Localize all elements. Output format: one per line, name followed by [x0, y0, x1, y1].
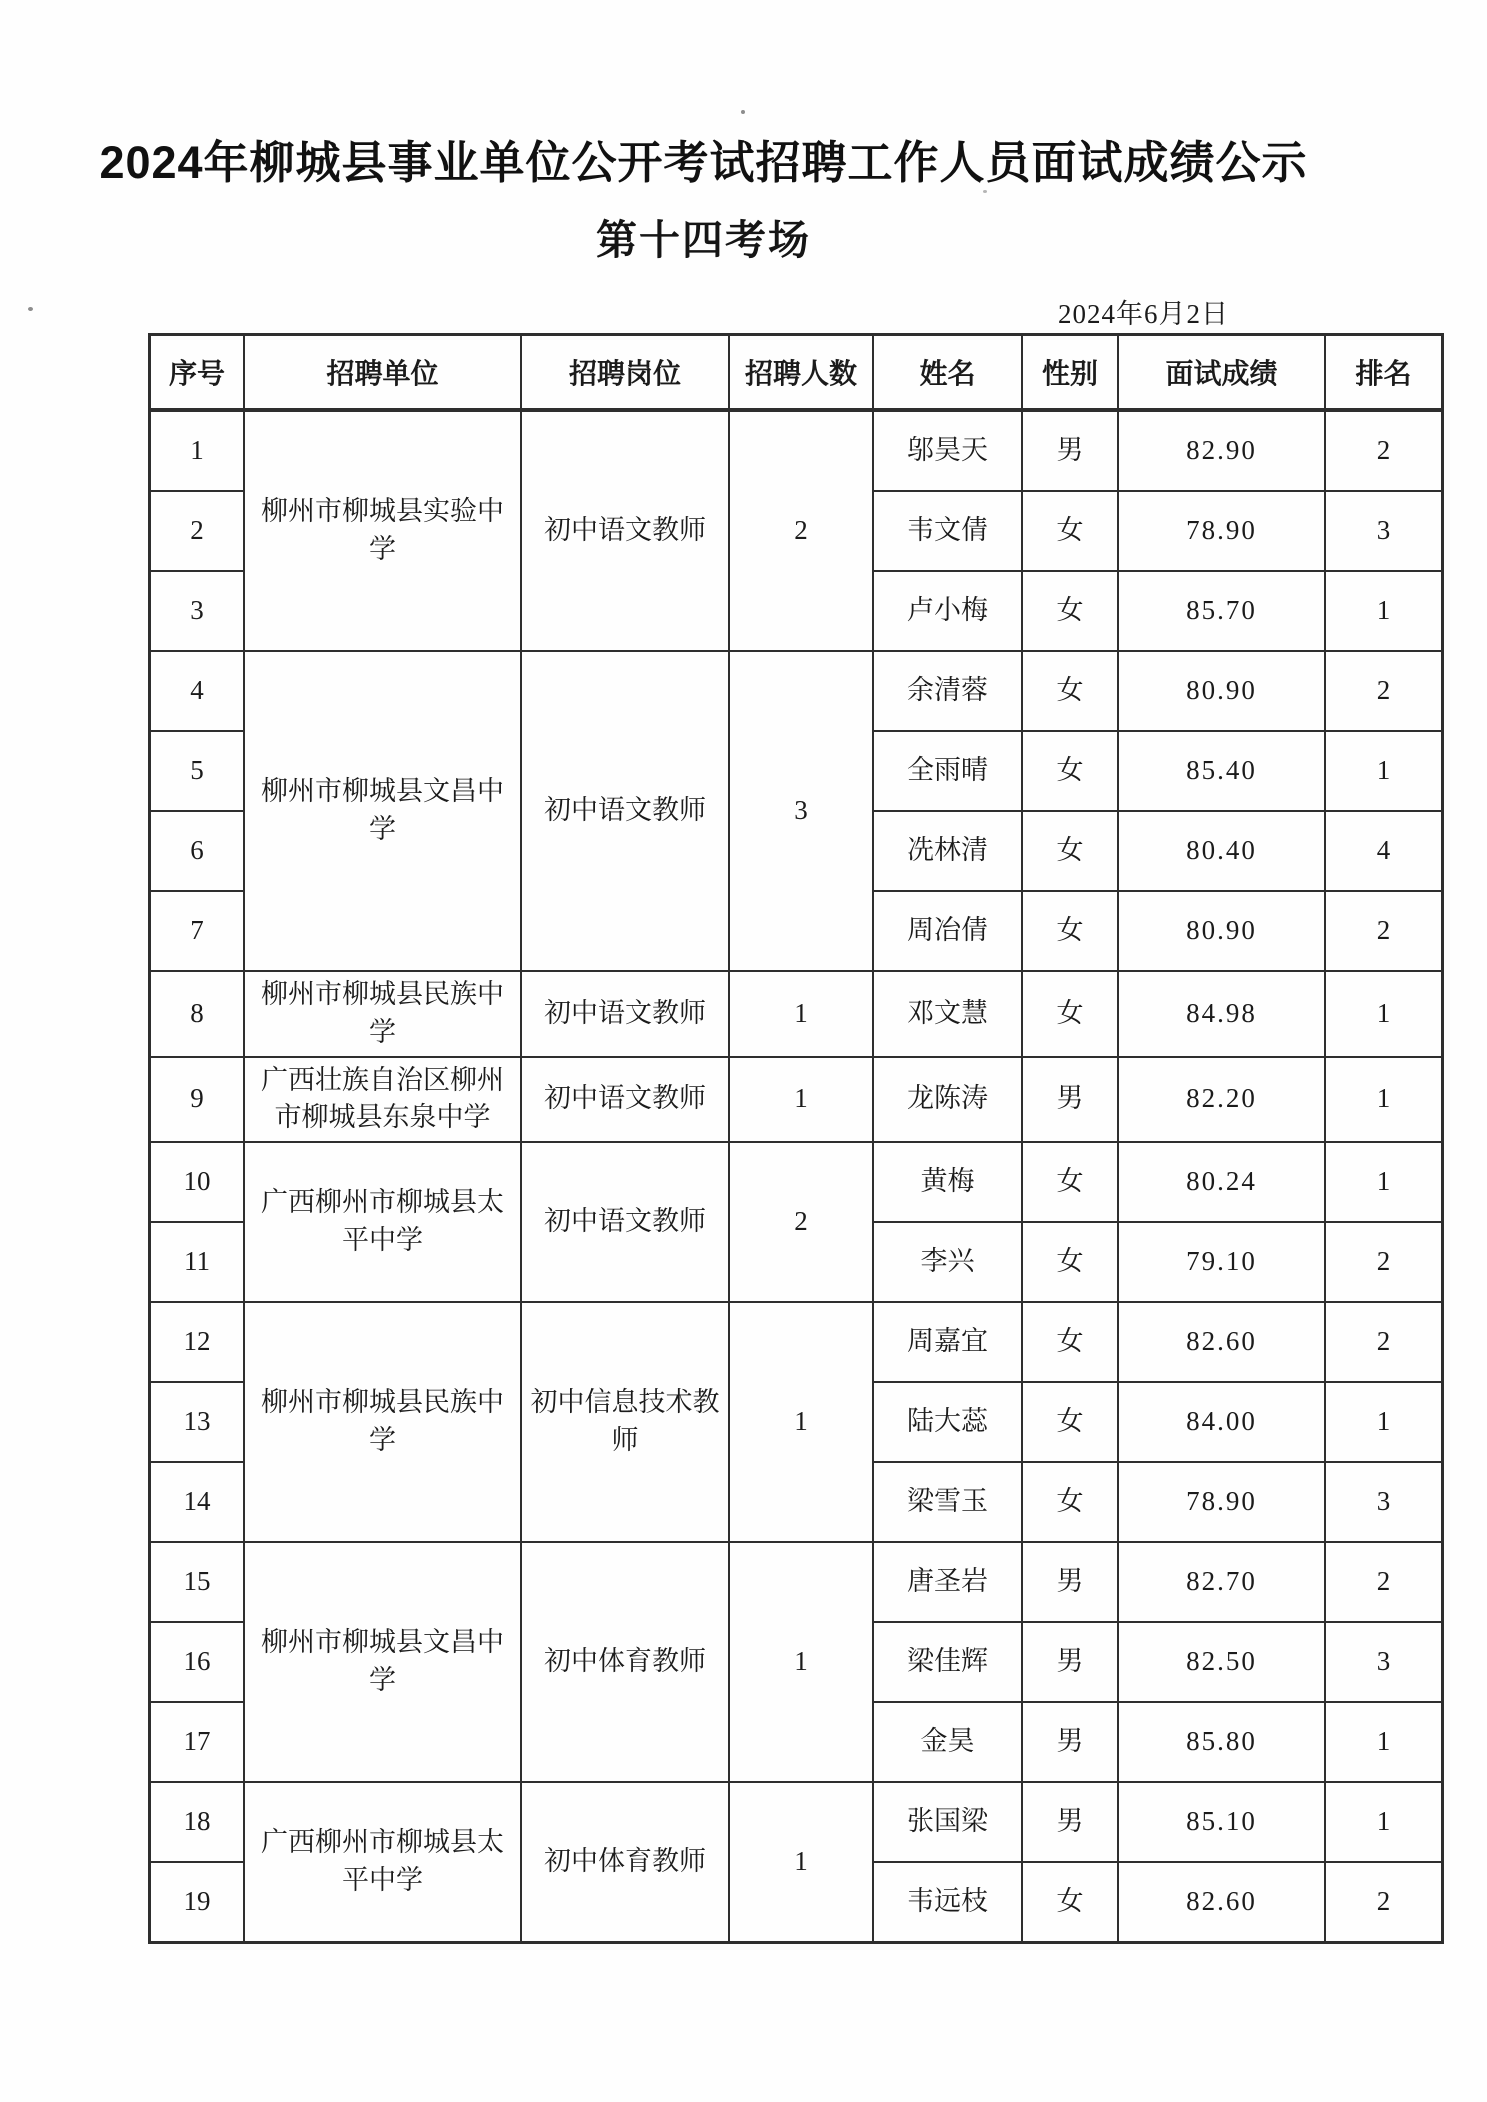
cell-gender: 男: [1022, 1057, 1118, 1143]
cell-gender: 女: [1022, 1462, 1118, 1542]
cell-serial-number: 14: [150, 1462, 245, 1542]
cell-gender: 女: [1022, 1142, 1118, 1222]
table-row: [150, 971, 1443, 1057]
cell-interview-score: 84.98: [1118, 971, 1325, 1057]
cell-gender: 男: [1022, 1702, 1118, 1782]
cell-recruiting-unit: 广西柳州市柳城县太平中学: [244, 1142, 521, 1302]
cell-gender: 女: [1022, 1382, 1118, 1462]
cell-name: 邬昊天: [873, 410, 1022, 491]
cell-serial-number: 3: [150, 571, 245, 651]
cell-serial-number: 9: [150, 1057, 245, 1143]
cell-serial-number: 16: [150, 1622, 245, 1702]
cell-interview-score: 80.40: [1118, 811, 1325, 891]
cell-quota: 2: [729, 410, 873, 651]
column-header-1: 招聘单位: [244, 335, 521, 411]
cell-rank: 1: [1325, 1382, 1443, 1462]
cell-interview-score: 84.00: [1118, 1382, 1325, 1462]
cell-name: 韦文倩: [873, 491, 1022, 571]
cell-position: 初中信息技术教师: [521, 1302, 729, 1542]
cell-serial-number: 2: [150, 491, 245, 571]
cell-quota: 1: [729, 1057, 873, 1143]
table-row: [150, 1542, 1443, 1622]
cell-gender: 女: [1022, 651, 1118, 731]
cell-serial-number: 8: [150, 971, 245, 1057]
cell-interview-score: 85.40: [1118, 731, 1325, 811]
cell-interview-score: 80.90: [1118, 891, 1325, 971]
cell-position: 初中语文教师: [521, 971, 729, 1057]
cell-serial-number: 4: [150, 651, 245, 731]
column-header-2: 招聘岗位: [521, 335, 729, 411]
cell-gender: 女: [1022, 491, 1118, 571]
cell-quota: 1: [729, 1782, 873, 1943]
cell-serial-number: 17: [150, 1702, 245, 1782]
cell-rank: 1: [1325, 1702, 1443, 1782]
cell-name: 张国梁: [873, 1782, 1022, 1862]
cell-name: 邓文慧: [873, 971, 1022, 1057]
table-row: [150, 1142, 1443, 1222]
column-header-7: 排名: [1325, 335, 1443, 411]
table-row: [150, 1057, 1443, 1143]
cell-name: 李兴: [873, 1222, 1022, 1302]
cell-interview-score: 82.20: [1118, 1057, 1325, 1143]
cell-rank: 2: [1325, 1542, 1443, 1622]
cell-name: 卢小梅: [873, 571, 1022, 651]
cell-interview-score: 79.10: [1118, 1222, 1325, 1302]
cell-quota: 3: [729, 651, 873, 971]
table-body: [150, 410, 1443, 1943]
cell-gender: 男: [1022, 410, 1118, 491]
cell-name: 周冶倩: [873, 891, 1022, 971]
cell-interview-score: 78.90: [1118, 491, 1325, 571]
scan-speck: [741, 110, 745, 114]
cell-gender: 女: [1022, 731, 1118, 811]
column-header-4: 姓名: [873, 335, 1022, 411]
cell-rank: 4: [1325, 811, 1443, 891]
cell-name: 龙陈涛: [873, 1057, 1022, 1143]
scan-speck: [28, 307, 33, 311]
cell-interview-score: 80.24: [1118, 1142, 1325, 1222]
cell-position: 初中语文教师: [521, 1142, 729, 1302]
cell-rank: 3: [1325, 1462, 1443, 1542]
cell-recruiting-unit: 柳州市柳城县文昌中学: [244, 651, 521, 971]
cell-rank: 2: [1325, 1302, 1443, 1382]
cell-quota: 1: [729, 1542, 873, 1782]
cell-rank: 2: [1325, 410, 1443, 491]
cell-serial-number: 15: [150, 1542, 245, 1622]
cell-recruiting-unit: 广西壮族自治区柳州市柳城县东泉中学: [244, 1057, 521, 1143]
cell-interview-score: 85.80: [1118, 1702, 1325, 1782]
cell-gender: 女: [1022, 811, 1118, 891]
cell-rank: 1: [1325, 1057, 1443, 1143]
cell-name: 金昊: [873, 1702, 1022, 1782]
cell-recruiting-unit: 广西柳州市柳城县太平中学: [244, 1782, 521, 1943]
cell-name: 冼林清: [873, 811, 1022, 891]
cell-position: 初中语文教师: [521, 410, 729, 651]
cell-quota: 2: [729, 1142, 873, 1302]
cell-gender: 女: [1022, 1302, 1118, 1382]
cell-interview-score: 82.50: [1118, 1622, 1325, 1702]
cell-interview-score: 82.90: [1118, 410, 1325, 491]
cell-rank: 2: [1325, 651, 1443, 731]
cell-interview-score: 85.10: [1118, 1782, 1325, 1862]
cell-name: 韦远枝: [873, 1862, 1022, 1943]
cell-interview-score: 85.70: [1118, 571, 1325, 651]
cell-gender: 女: [1022, 971, 1118, 1057]
cell-name: 周嘉宜: [873, 1302, 1022, 1382]
cell-rank: 2: [1325, 891, 1443, 971]
cell-serial-number: 5: [150, 731, 245, 811]
cell-name: 全雨晴: [873, 731, 1022, 811]
cell-rank: 1: [1325, 971, 1443, 1057]
cell-rank: 1: [1325, 1142, 1443, 1222]
exam-room-subtitle: 第十四考场: [596, 217, 811, 263]
cell-serial-number: 13: [150, 1382, 245, 1462]
cell-name: 黄梅: [873, 1142, 1022, 1222]
cell-position: 初中语文教师: [521, 651, 729, 971]
cell-gender: 女: [1022, 1222, 1118, 1302]
cell-name: 陆大蕊: [873, 1382, 1022, 1462]
cell-name: 余清蓉: [873, 651, 1022, 731]
cell-recruiting-unit: 柳州市柳城县实验中学: [244, 410, 521, 651]
cell-serial-number: 10: [150, 1142, 245, 1222]
cell-rank: 3: [1325, 1622, 1443, 1702]
cell-recruiting-unit: 柳州市柳城县文昌中学: [244, 1542, 521, 1782]
cell-name: 唐圣岩: [873, 1542, 1022, 1622]
cell-gender: 女: [1022, 1862, 1118, 1943]
table-row: [150, 651, 1443, 731]
cell-position: 初中体育教师: [521, 1782, 729, 1943]
table-header-row: [150, 335, 1443, 411]
column-header-3: 招聘人数: [729, 335, 873, 411]
cell-serial-number: 7: [150, 891, 245, 971]
cell-serial-number: 18: [150, 1782, 245, 1862]
cell-recruiting-unit: 柳州市柳城县民族中学: [244, 1302, 521, 1542]
cell-name: 梁佳辉: [873, 1622, 1022, 1702]
cell-rank: 3: [1325, 491, 1443, 571]
cell-serial-number: 1: [150, 410, 245, 491]
cell-serial-number: 19: [150, 1862, 245, 1943]
cell-interview-score: 82.70: [1118, 1542, 1325, 1622]
cell-serial-number: 11: [150, 1222, 245, 1302]
cell-rank: 1: [1325, 1782, 1443, 1862]
table-row: [150, 410, 1443, 491]
table-row: [150, 1782, 1443, 1862]
cell-rank: 2: [1325, 1862, 1443, 1943]
cell-interview-score: 80.90: [1118, 651, 1325, 731]
cell-rank: 1: [1325, 571, 1443, 651]
cell-rank: 2: [1325, 1222, 1443, 1302]
table-row: [150, 1302, 1443, 1382]
cell-position: 初中体育教师: [521, 1542, 729, 1782]
column-header-0: 序号: [150, 335, 245, 411]
cell-interview-score: 82.60: [1118, 1302, 1325, 1382]
column-header-6: 面试成绩: [1118, 335, 1325, 411]
cell-serial-number: 6: [150, 811, 245, 891]
cell-gender: 女: [1022, 571, 1118, 651]
document-header: [0, 126, 1407, 266]
cell-interview-score: 82.60: [1118, 1862, 1325, 1943]
table-head: [150, 335, 1443, 411]
cell-interview-score: 78.90: [1118, 1462, 1325, 1542]
cell-quota: 1: [729, 971, 873, 1057]
cell-rank: 1: [1325, 731, 1443, 811]
cell-gender: 女: [1022, 891, 1118, 971]
interview-score-table: [148, 333, 1444, 1944]
cell-name: 梁雪玉: [873, 1462, 1022, 1542]
cell-gender: 男: [1022, 1782, 1118, 1862]
cell-recruiting-unit: 柳州市柳城县民族中学: [244, 971, 521, 1057]
page-title: 2024年柳城县事业单位公开考试招聘工作人员面试成绩公示: [99, 137, 1308, 188]
cell-gender: 男: [1022, 1542, 1118, 1622]
cell-position: 初中语文教师: [521, 1057, 729, 1143]
cell-gender: 男: [1022, 1622, 1118, 1702]
column-header-5: 性别: [1022, 335, 1118, 411]
cell-serial-number: 12: [150, 1302, 245, 1382]
document-date: 2024年6月2日: [1058, 299, 1229, 329]
cell-quota: 1: [729, 1302, 873, 1542]
